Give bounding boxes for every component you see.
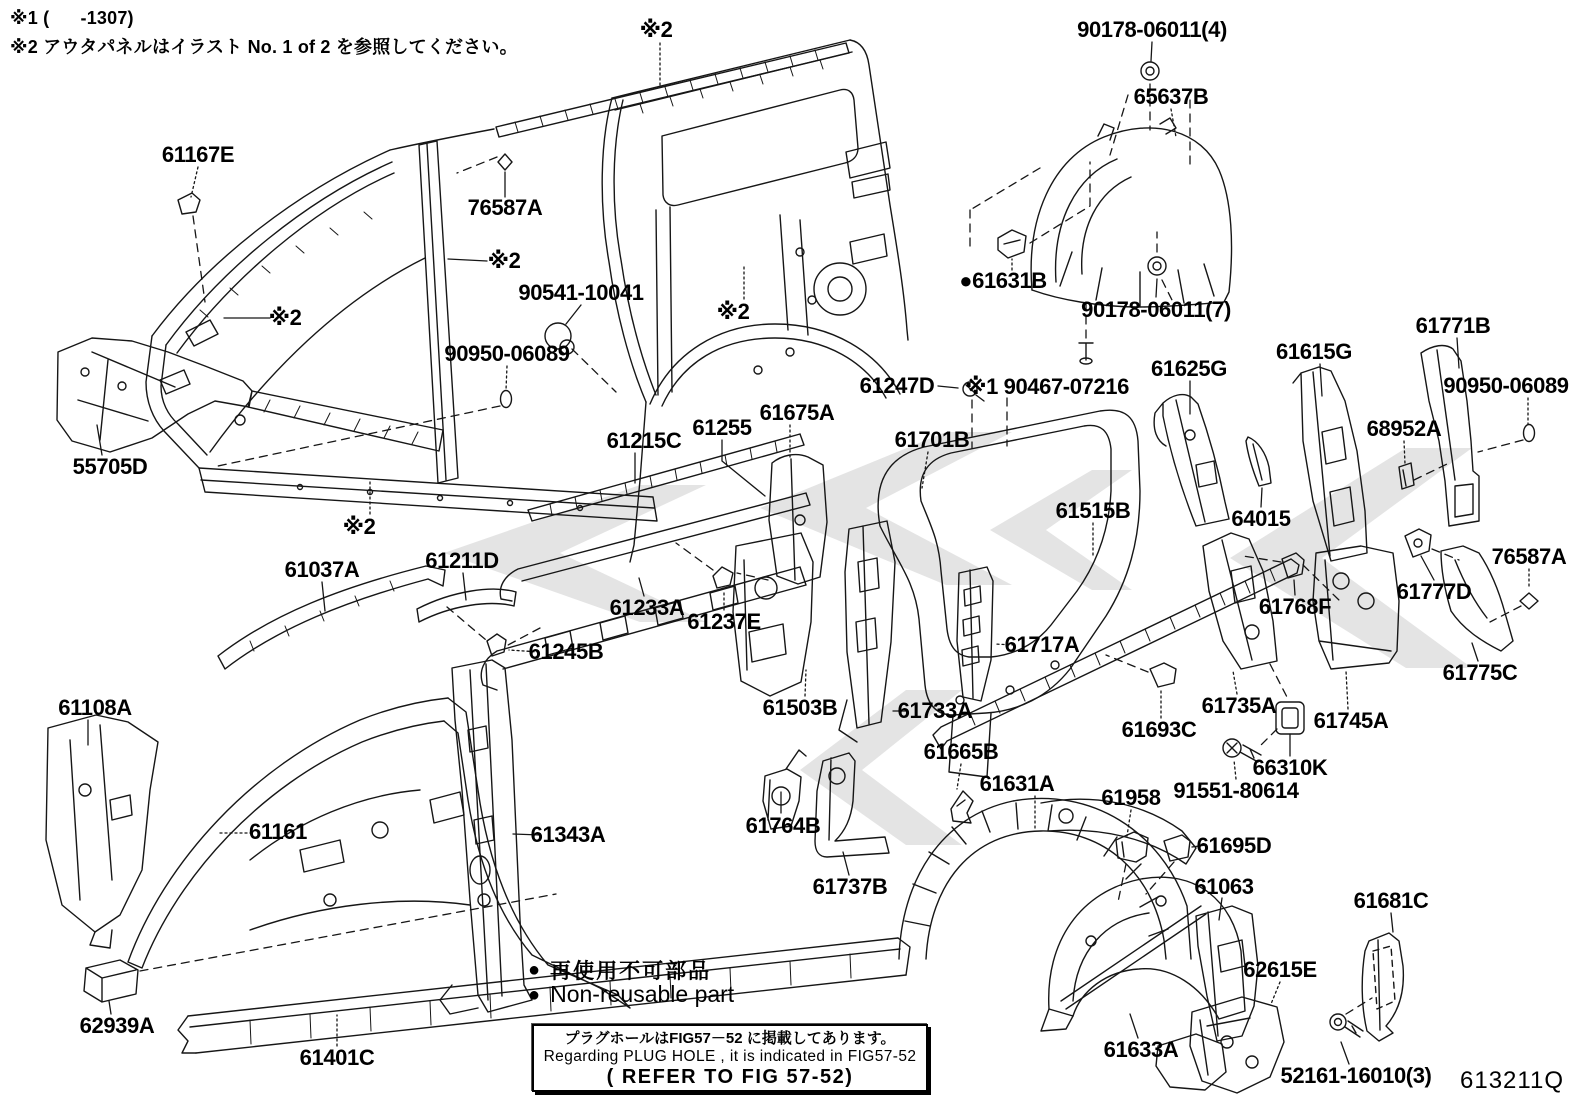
part-label-2: ※2 bbox=[342, 514, 376, 539]
part-label-61401C: 61401C bbox=[299, 1045, 375, 1070]
legend-jp-text: 再使用不可部品 bbox=[550, 960, 712, 983]
part-label-76587A: 76587A bbox=[467, 195, 543, 220]
part-label-61737B: 61737B bbox=[812, 874, 888, 899]
part-label-19046707216: ※1 90467-07216 bbox=[965, 374, 1129, 399]
plug-hole-note-en: Regarding PLUG HOLE , it is indicated in FIG57-52 bbox=[543, 1048, 917, 1065]
part-label-61245B: 61245B bbox=[528, 639, 604, 664]
part-label-90178060114: 90178-06011(4) bbox=[1077, 17, 1227, 42]
plug-hole-note-jp: プラグホールはFIG57－52 に掲載してあります。 bbox=[564, 1030, 896, 1047]
part-label-61625G: 61625G bbox=[1151, 356, 1227, 381]
part-label-68952A: 68952A bbox=[1366, 416, 1442, 441]
part-label-61343A: 61343A bbox=[530, 822, 606, 847]
part-label-2: ※2 bbox=[268, 305, 302, 330]
part-label-61693C: 61693C bbox=[1121, 717, 1197, 742]
note-1307: ※1 ( -1307) bbox=[10, 8, 134, 28]
part-label-61515B: 61515B bbox=[1055, 498, 1131, 523]
part-label-61063: 61063 bbox=[1194, 874, 1254, 899]
part-label-64015: 64015 bbox=[1231, 506, 1291, 531]
part-label-2: ※2 bbox=[639, 17, 673, 42]
part-label-61745A: 61745A bbox=[1313, 708, 1389, 733]
part-label-55705D: 55705D bbox=[72, 454, 148, 479]
part-label-62615E: 62615E bbox=[1243, 957, 1317, 982]
part-label-9155180614: 91551-80614 bbox=[1173, 778, 1299, 803]
part-label-61764B: 61764B bbox=[745, 813, 821, 838]
part-label-52161160103: 52161-16010(3) bbox=[1280, 1063, 1432, 1088]
part-label-61633A: 61633A bbox=[1103, 1037, 1179, 1062]
part-label-61777D: 61777D bbox=[1396, 579, 1472, 604]
part-label-61675A: 61675A bbox=[759, 400, 835, 425]
part-label-61733A: 61733A bbox=[897, 698, 973, 723]
part-label-61701B: 61701B bbox=[894, 427, 970, 452]
part-label-61768F: 61768F bbox=[1258, 594, 1332, 619]
part-label-9095006089: 90950-06089 bbox=[1443, 373, 1569, 398]
part-label-61717A: 61717A bbox=[1004, 632, 1080, 657]
part-label-61631B: ●61631B bbox=[959, 268, 1047, 293]
part-label-61775C: 61775C bbox=[1442, 660, 1518, 685]
part-label-2: ※2 bbox=[487, 248, 521, 273]
part-label-61108A: 61108A bbox=[58, 695, 132, 720]
part-label-61211D: 61211D bbox=[425, 548, 499, 573]
part-label-90178060117: 90178-06011(7) bbox=[1081, 297, 1231, 322]
non-reusable-dot-icon: ● bbox=[528, 983, 541, 1006]
plug-hole-note-ref: ( REFER TO FIG 57-52) bbox=[606, 1066, 854, 1088]
part-label-66310K: 66310K bbox=[1252, 755, 1328, 780]
part-label-61255: 61255 bbox=[692, 415, 752, 440]
note-outer-panel: ※2 アウタパネルはイラスト No. 1 of 2 を参照してください。 bbox=[10, 37, 518, 57]
part-label-2: ※2 bbox=[716, 299, 750, 324]
part-label-9054110041: 90541-10041 bbox=[518, 280, 644, 305]
part-label-61771B: 61771B bbox=[1415, 313, 1491, 338]
part-label-61247D: 61247D bbox=[859, 373, 935, 398]
part-label-61631A: 61631A bbox=[979, 771, 1055, 796]
part-label-61958: 61958 bbox=[1101, 785, 1161, 810]
part-label-61615G: 61615G bbox=[1276, 339, 1352, 364]
part-label-61167E: 61167E bbox=[161, 142, 235, 167]
part-label-76587A: 76587A bbox=[1491, 544, 1567, 569]
part-label-61037A: 61037A bbox=[284, 557, 360, 582]
part-label-65637B: 65637B bbox=[1133, 84, 1209, 109]
part-label-61161: 61161 bbox=[249, 819, 307, 844]
part-label-61665B: 61665B bbox=[923, 739, 999, 764]
part-label-61681C: 61681C bbox=[1353, 888, 1429, 913]
part-label-61215C: 61215C bbox=[606, 428, 682, 453]
non-reusable-dot-icon: ● bbox=[528, 959, 541, 981]
part-label-61503B: 61503B bbox=[762, 695, 838, 720]
part-label-61233A: 61233A bbox=[609, 595, 685, 620]
part-label-61237E: 61237E bbox=[687, 609, 761, 634]
part-label-62939A: 62939A bbox=[79, 1013, 155, 1038]
part-label-61735A: 61735A bbox=[1201, 693, 1277, 718]
part-label-61695D: 61695D bbox=[1196, 833, 1272, 858]
legend-en-text: Non-reusable part bbox=[550, 981, 735, 1007]
part-label-9095006089: 90950-06089 bbox=[444, 341, 570, 366]
part-label-613211Q: 613211Q bbox=[1460, 1067, 1564, 1094]
